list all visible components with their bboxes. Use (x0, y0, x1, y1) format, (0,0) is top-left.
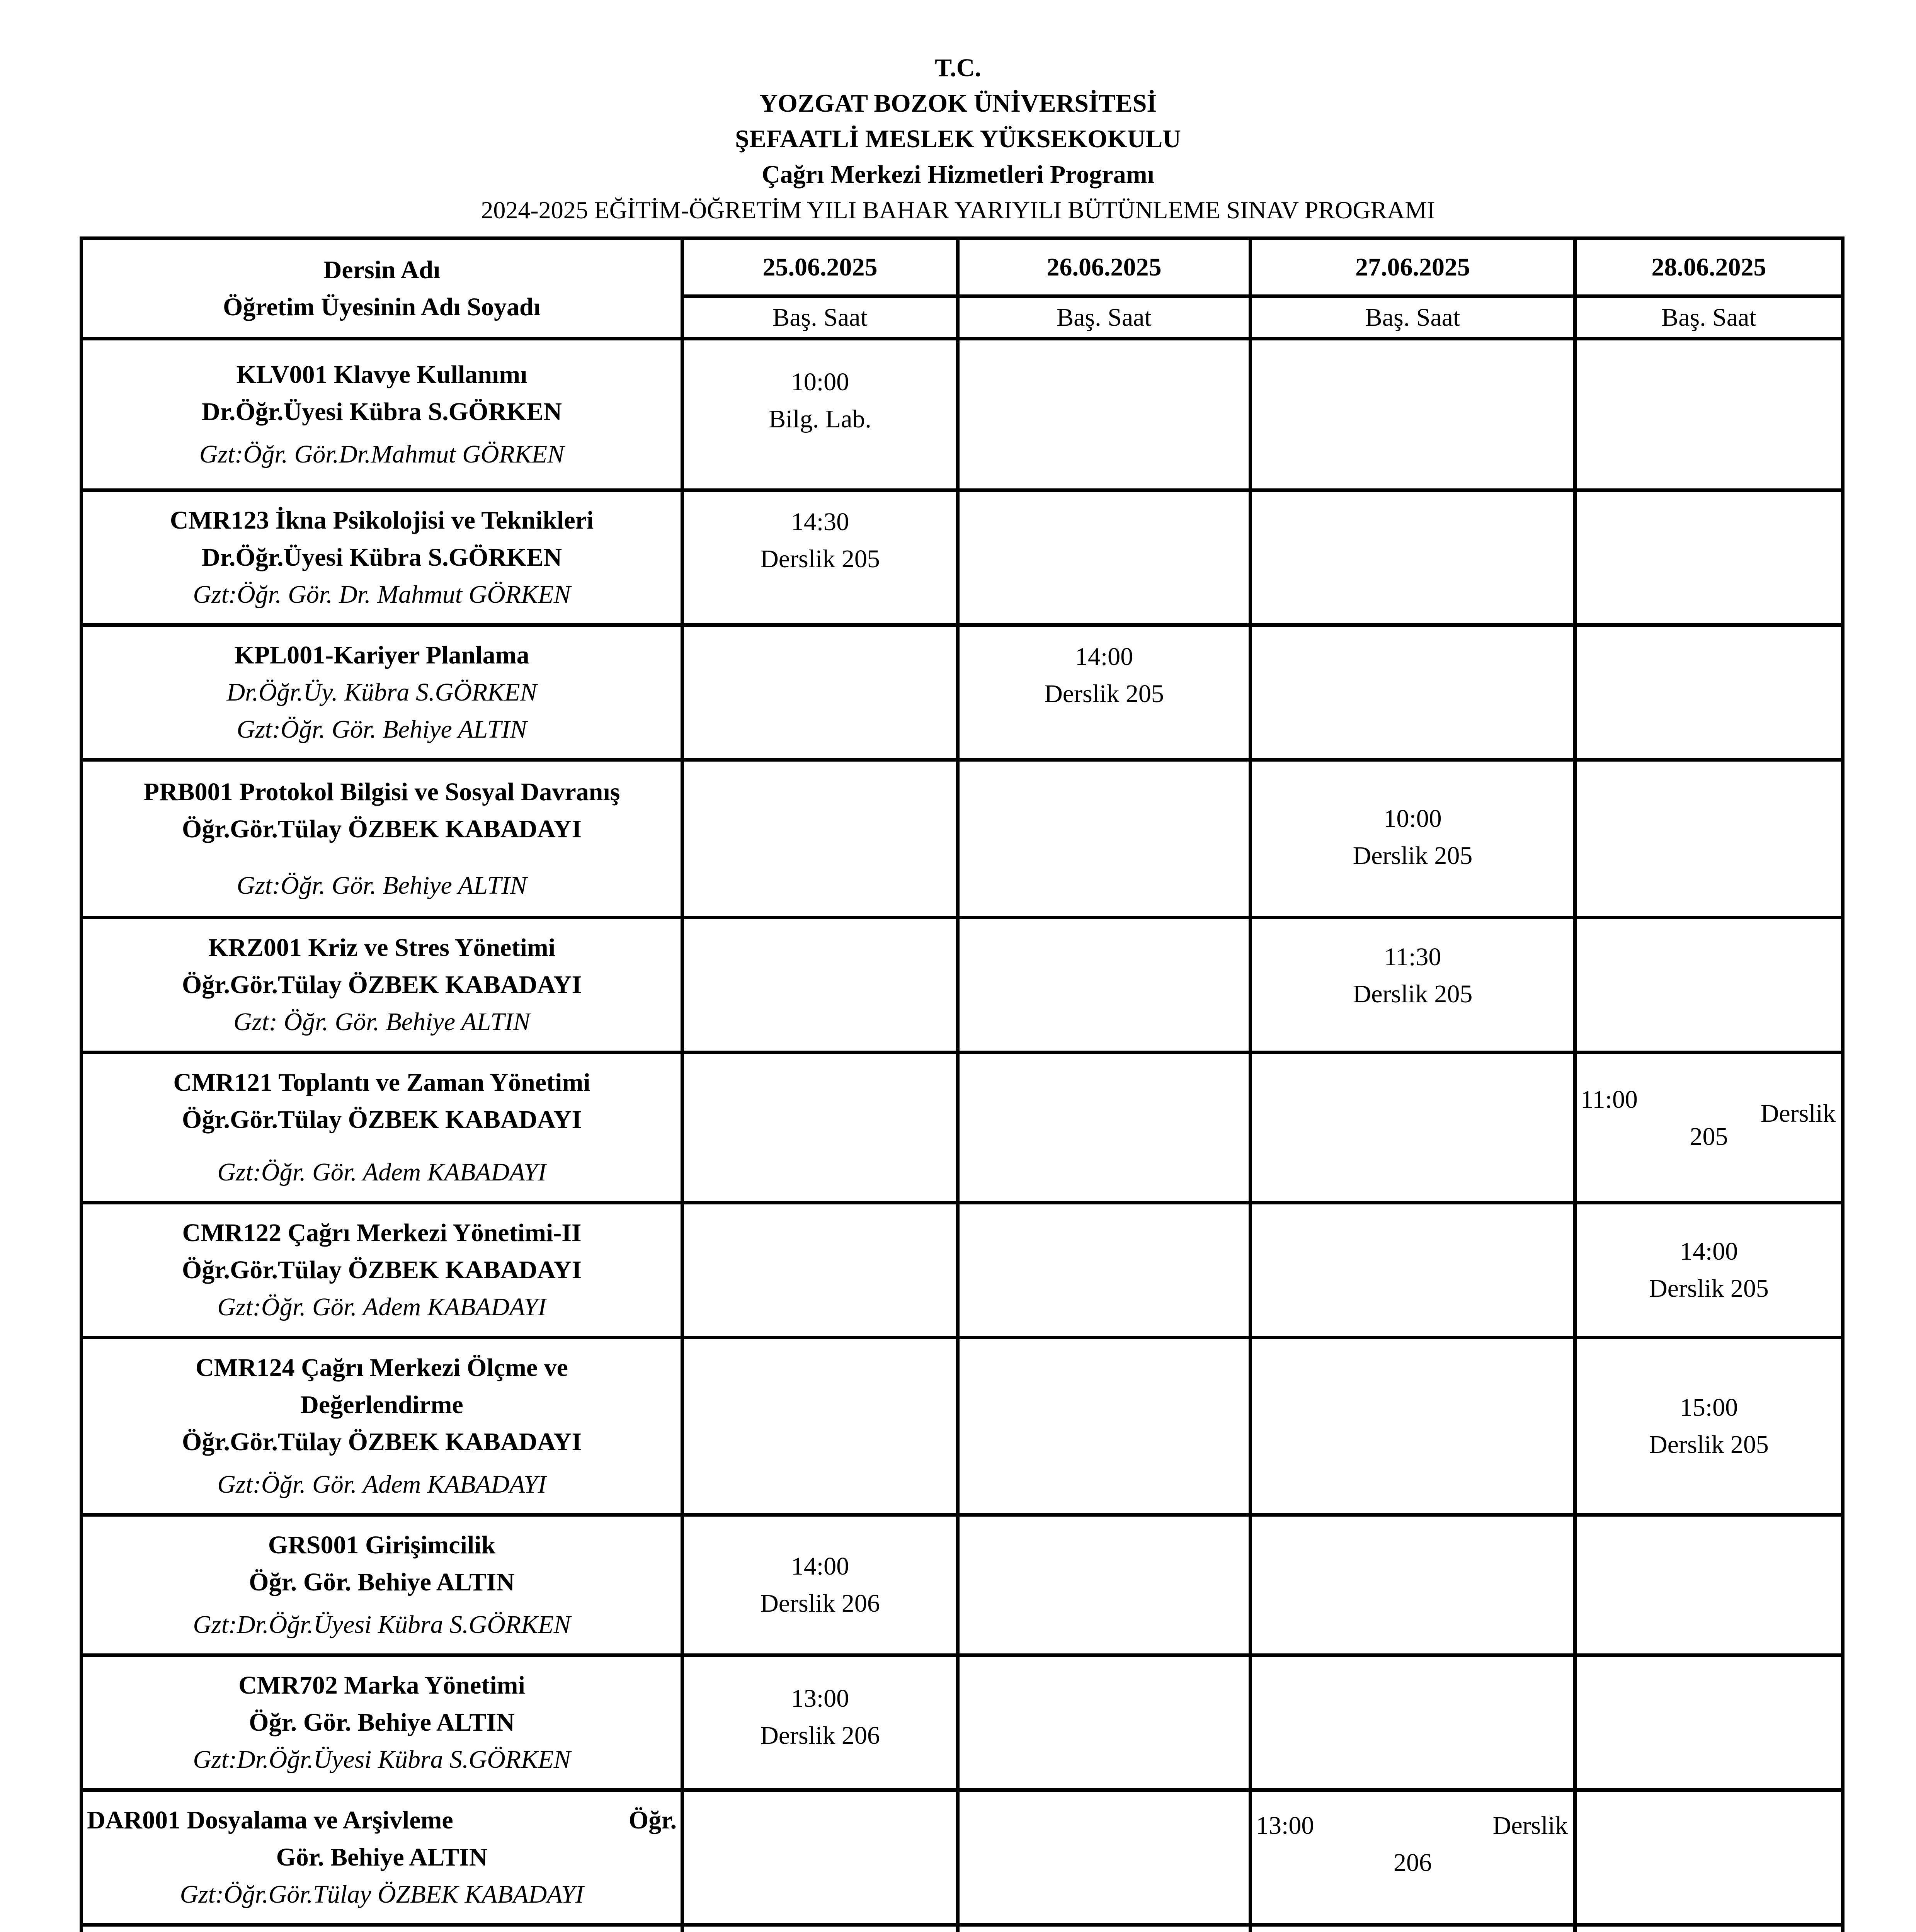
empty-slot (1575, 918, 1843, 1053)
exam-time: 10:00 (1383, 804, 1442, 833)
header-school: ŞEFAATLİ MESLEK YÜKSEKOKULU (735, 125, 1181, 153)
course-code: PRB001 Protokol Bilgisi ve Sosyal Davranış (143, 777, 620, 806)
exam-slot (1251, 1790, 1575, 1925)
course-supervisor: Gzt:Öğr. Gör. Adem KABADAYI (217, 1293, 546, 1321)
table-row (82, 1925, 1843, 1932)
table-row (82, 1655, 1843, 1790)
table-row (82, 1515, 1843, 1655)
course-code: KPL001-Kariyer Planlama (234, 641, 529, 669)
exam-time: 10:00 (791, 368, 849, 396)
exam-room: Derslik (1760, 1099, 1836, 1128)
empty-slot (682, 1925, 958, 1932)
exam-room: Derslik 205 (1044, 680, 1164, 708)
course-code: CMR123 İkna Psikolojisi ve Teknikleri (170, 506, 594, 534)
course-code: CMR121 Toplantı ve Zaman Yönetimi (173, 1068, 590, 1097)
course-cell (82, 1515, 682, 1655)
course-code: CMR124 Çağrı Merkezi Ölçme ve (196, 1354, 568, 1382)
empty-slot (1251, 1338, 1575, 1515)
course-cell (82, 1338, 682, 1515)
course-cell (82, 339, 682, 490)
exam-slot (1575, 1053, 1843, 1203)
course-teacher: Öğr. Gör. Behiye ALTIN (249, 1708, 515, 1736)
table-header-row (82, 238, 1843, 296)
header-program: Çağrı Merkezi Hizmetleri Programı (762, 160, 1154, 189)
course-supervisor: Gzt:Öğr. Gör. Adem KABADAYI (217, 1470, 546, 1498)
exam-time: 13:00 (791, 1684, 849, 1713)
exam-time: 14:30 (791, 508, 849, 536)
course-code: CMR702 Marka Yönetimi (238, 1671, 525, 1699)
course-supervisor: Gzt:Öğr. Gör. Behiye ALTIN (237, 715, 527, 743)
empty-slot (1575, 1925, 1843, 1932)
exam-slot (682, 490, 958, 625)
empty-slot (682, 625, 958, 760)
course-teacher: Öğr.Gör.Tülay ÖZBEK KABADAYI (182, 1428, 582, 1456)
empty-slot (958, 918, 1251, 1053)
table-row (82, 490, 1843, 625)
course-teacher: Dr.Öğr.Üy. Kübra S.GÖRKEN (226, 678, 537, 706)
exam-slot (1251, 760, 1575, 918)
course-teacher: Öğr. Gör. Behiye ALTIN (249, 1568, 515, 1596)
course-supervisor: Gzt:Öğr. Gör. Adem KABADAYI (217, 1158, 546, 1186)
exam-time: 15:00 (1679, 1393, 1738, 1422)
empty-slot (682, 918, 958, 1053)
empty-slot (1575, 339, 1843, 490)
exam-room-number: 206 (1394, 1849, 1432, 1877)
course-supervisor: Gzt: Öğr. Gör. Behiye ALTIN (233, 1008, 530, 1036)
course-cell (82, 1655, 682, 1790)
course-supervisor: Gzt:Öğr. Gör. Behiye ALTIN (237, 871, 527, 900)
start-time-header-1: Baş. Saat (682, 296, 958, 339)
date-header-4: 28.06.2025 (1575, 238, 1843, 296)
course-cell (82, 1053, 682, 1203)
course-teacher: Öğr.Gör.Tülay ÖZBEK KABADAYI (182, 1256, 582, 1284)
exam-room: Derslik 205 (1649, 1430, 1769, 1459)
exam-slot (682, 1515, 958, 1655)
table-row (82, 1338, 1843, 1515)
course-cell (82, 1203, 682, 1338)
empty-slot (682, 1053, 958, 1203)
empty-slot (682, 760, 958, 918)
start-time-header-4: Baş. Saat (1575, 296, 1843, 339)
empty-slot (958, 1515, 1251, 1655)
date-header-2: 26.06.2025 (958, 238, 1251, 296)
table-row (82, 1203, 1843, 1338)
document-header (0, 50, 1916, 228)
table-row (82, 625, 1843, 760)
exam-room: Derslik 205 (1353, 842, 1473, 870)
empty-slot (1575, 490, 1843, 625)
course-teacher: Öğr.Gör.Tülay ÖZBEK KABADAYI (182, 971, 582, 999)
empty-slot (1251, 1515, 1575, 1655)
empty-slot (1251, 1925, 1575, 1932)
course-header-label: Dersin Adı (323, 255, 441, 284)
course-cell (82, 490, 682, 625)
table-row (82, 339, 1843, 490)
course-teacher: Öğr.Gör.Tülay ÖZBEK KABADAYI (182, 1105, 582, 1134)
empty-slot (1251, 1053, 1575, 1203)
course-cell (82, 625, 682, 760)
course-cell (82, 1925, 682, 1932)
exam-room: Derslik 205 (1649, 1274, 1769, 1303)
course-supervisor: Gzt:Dr.Öğr.Üyesi Kübra S.GÖRKEN (193, 1611, 571, 1639)
exam-slot (1575, 1203, 1843, 1338)
course-supervisor: Gzt:Öğr. Gör. Dr. Mahmut GÖRKEN (193, 580, 571, 609)
exam-time: 11:30 (1384, 943, 1441, 971)
date-header-1: 25.06.2025 (682, 238, 958, 296)
course-code-continued: Değerlendirme (300, 1391, 463, 1419)
course-code: GRS001 Girişimcilik (268, 1531, 496, 1559)
table-row (82, 1053, 1843, 1203)
exam-slot (682, 1655, 958, 1790)
course-teacher: Dr.Öğr.Üyesi Kübra S.GÖRKEN (201, 543, 562, 571)
course-supervisor: Gzt:Öğr. Gör.Dr.Mahmut GÖRKEN (199, 440, 565, 468)
header-exam-title: 2024-2025 EĞİTİM-ÖĞRETİM YILI BAHAR YARIYILI BÜTÜNLEME SINAV PROGRAMI (481, 196, 1435, 224)
empty-slot (958, 339, 1251, 490)
empty-slot (1575, 625, 1843, 760)
course-teacher-prefix: Öğr. (628, 1806, 677, 1834)
empty-slot (682, 1203, 958, 1338)
date-header-3: 27.06.2025 (1251, 238, 1575, 296)
exam-slot (958, 1925, 1251, 1932)
empty-slot (1251, 1203, 1575, 1338)
table-row (82, 760, 1843, 918)
course-teacher: Gör. Behiye ALTIN (276, 1843, 488, 1871)
course-code: DAR001 Dosyalama ve Arşivleme (87, 1806, 453, 1834)
course-supervisor: Gzt:Öğr.Gör.Tülay ÖZBEK KABADAYI (180, 1880, 584, 1908)
exam-room-number: 205 (1690, 1122, 1728, 1151)
start-time-header-3: Baş. Saat (1251, 296, 1575, 339)
exam-time: 11:00 (1581, 1085, 1638, 1114)
exam-schedule-table (80, 236, 1845, 1932)
empty-slot (958, 760, 1251, 918)
exam-slot (682, 339, 958, 490)
exam-time: 13:00 (1256, 1811, 1314, 1840)
empty-slot (1251, 490, 1575, 625)
course-column-header (82, 238, 682, 339)
exam-room: Derslik 205 (1353, 980, 1473, 1008)
exam-slot (1251, 918, 1575, 1053)
course-teacher: Dr.Öğr.Üyesi Kübra S.GÖRKEN (201, 397, 562, 426)
table-row (82, 918, 1843, 1053)
empty-slot (958, 1338, 1251, 1515)
start-time-header-2: Baş. Saat (958, 296, 1251, 339)
exam-room: Derslik (1492, 1811, 1568, 1840)
empty-slot (1575, 760, 1843, 918)
empty-slot (958, 1655, 1251, 1790)
course-teacher: Öğr.Gör.Tülay ÖZBEK KABADAYI (182, 815, 582, 843)
empty-slot (958, 490, 1251, 625)
empty-slot (958, 1790, 1251, 1925)
exam-time: 14:00 (1075, 643, 1133, 671)
course-cell (82, 760, 682, 918)
table-row (82, 1790, 1843, 1925)
exam-room: Derslik 205 (760, 545, 880, 573)
course-cell (82, 918, 682, 1053)
course-code: KLV001 Klavye Kullanımı (236, 360, 527, 389)
empty-slot (1251, 1655, 1575, 1790)
exam-room: Derslik 206 (760, 1589, 880, 1617)
empty-slot (1575, 1790, 1843, 1925)
exam-time: 14:00 (1679, 1237, 1738, 1265)
course-code: CMR122 Çağrı Merkezi Yönetimi-II (182, 1219, 582, 1247)
empty-slot (1251, 339, 1575, 490)
course-supervisor: Gzt:Dr.Öğr.Üyesi Kübra S.GÖRKEN (193, 1745, 571, 1774)
exam-room: Derslik 206 (760, 1721, 880, 1750)
empty-slot (1575, 1655, 1843, 1790)
course-cell (82, 1790, 682, 1925)
empty-slot (958, 1203, 1251, 1338)
course-code-line (87, 1802, 677, 1839)
course-code: KRZ001 Kriz ve Stres Yönetimi (208, 934, 556, 962)
header-line-tc: T.C. (935, 54, 981, 82)
exam-time: 14:00 (791, 1552, 849, 1580)
empty-slot (1575, 1515, 1843, 1655)
header-university: YOZGAT BOZOK ÜNİVERSİTESİ (759, 89, 1157, 117)
teacher-header-label: Öğretim Üyesinin Adı Soyadı (223, 293, 541, 321)
exam-slot (958, 625, 1251, 760)
empty-slot (682, 1338, 958, 1515)
empty-slot (1251, 625, 1575, 760)
empty-slot (958, 1053, 1251, 1203)
empty-slot (682, 1790, 958, 1925)
exam-room: Bilg. Lab. (769, 405, 871, 433)
exam-slot (1575, 1338, 1843, 1515)
